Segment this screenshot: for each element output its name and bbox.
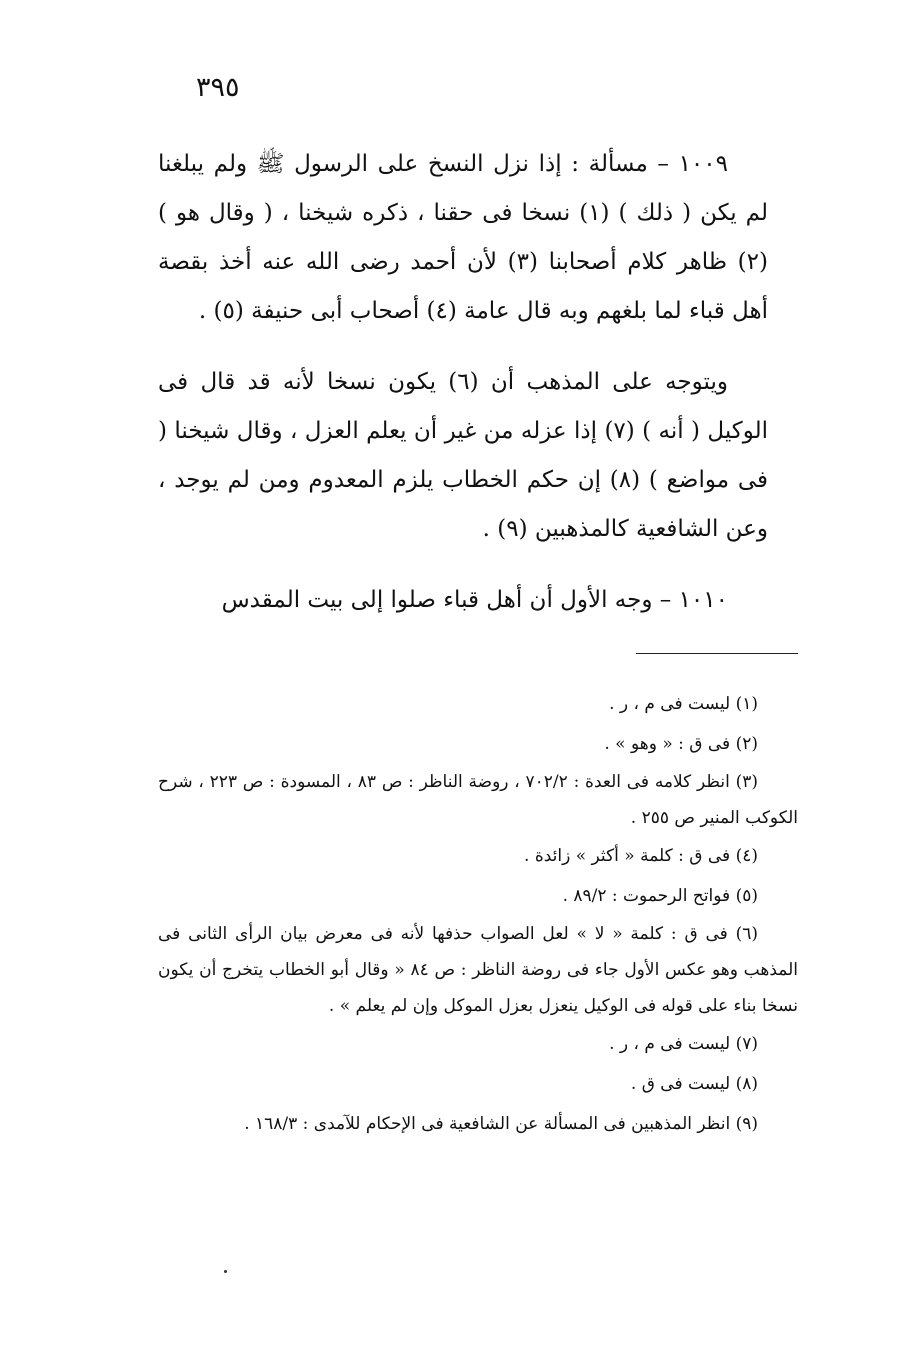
paragraph-continuation: ويتوجه على المذهب أن (٦) يكون نسخا لأنه قد قال فى الوكيل ( أنه ) (٧) إذا عزله من غير أن يعلم العزل ، وقال شيخنا ( فى مواضع ) (٨) إن حكم الخطاب يلزم المعدوم ومن لم يوجد ، وعن الشافعية كالمذهبين (٩) . [158, 369, 768, 542]
footnote-9: (٩) انظر المذهبين فى المسألة عن الشافعية فى الإحكام للآمدى : ١٦٨/٣ . [244, 1114, 758, 1134]
main-text [158, 140, 768, 625]
scan-speck [224, 1270, 227, 1273]
footnote-5: (٥) فواتح الرحموت : ٨٩/٢ . [562, 886, 758, 906]
footnote-2: (٢) فى ق : « وهو » . [604, 734, 758, 754]
footnote-6: (٦) فى ق : كلمة « لا » لعل الصواب حذفها لأنه فى معرض بيان الرأى الثانى فى المذهب وهو عكس الأول جاء فى روضة الناظر : ص ٨٤ « وقال أبو الخطاب يتخرج أن يكون نسخا بناء على قوله فى الوكيل ينعزل بعزل الموكل وإن لم يعلم » . [158, 924, 798, 1016]
footnote-8: (٨) ليست فى ق . [630, 1074, 758, 1094]
footnotes [158, 684, 798, 1144]
footnote-separator [636, 653, 798, 654]
footnote-7: (٧) ليست فى م ، ر . [609, 1034, 758, 1054]
paragraph-1010: ١٠١٠ – وجه الأول أن أهل قباء صلوا إلى بيت المقدس [221, 587, 728, 613]
footnote-1: (١) ليست فى م ، ر . [609, 694, 758, 714]
footnote-3: (٣) انظر كلامه فى العدة : ٧٠٢/٢ ، روضة الناظر : ص ٨٣ ، المسودة : ص ٢٢٣ ، شرح الكوكب المنير ص ٢٥٥ . [158, 772, 798, 828]
page-number: ٣٩٥ [196, 72, 240, 103]
footnote-4: (٤) فى ق : كلمة « أكثر » زائدة . [524, 846, 758, 866]
paragraph-1009: ١٠٠٩ – مسألة : إذا نزل النسخ على الرسول ﷺ ولم يبلغنا لم يكن ( ذلك ) (١) نسخا فى حقنا ، ذكره شيخنا ، ( وقال هو ) (٢) ظاهر كلام أصحابنا (٣) لأن أحمد رضى الله عنه أخذ بقصة أهل قباء لما بلغهم وبه قال عامة (٤) أصحاب أبى حنيفة (٥) . [158, 151, 768, 324]
